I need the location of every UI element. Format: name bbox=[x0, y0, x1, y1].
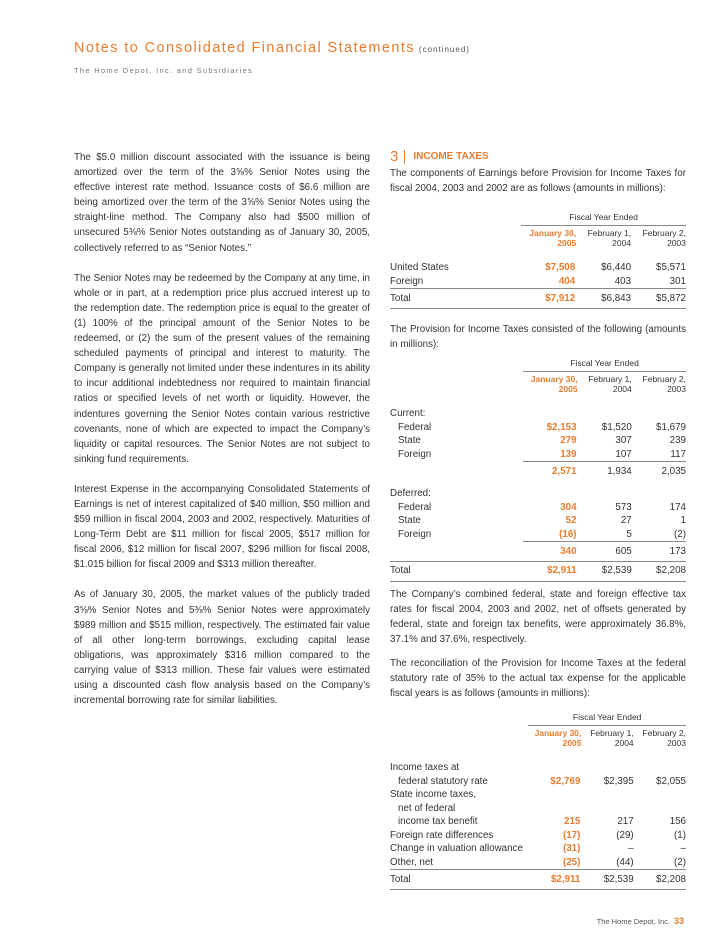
left-column bbox=[74, 150, 370, 723]
table-row: United States $7,508 $6,440 $5,571 bbox=[390, 262, 686, 273]
table-row: Foreign rate differences (17) (29) (1) bbox=[390, 829, 686, 841]
earnings-table bbox=[390, 211, 686, 323]
table-total-row: Total $2,911 $2,539 $2,208 bbox=[390, 870, 686, 890]
col-header-2004: February 1, 2004 bbox=[581, 725, 633, 748]
col-header-2004: February 1, 2004 bbox=[578, 371, 632, 394]
col-header-2003: February 2, 2003 bbox=[634, 725, 686, 748]
table-total-row: Total $2,911 $2,539 $2,208 bbox=[390, 561, 686, 581]
section-heading bbox=[390, 148, 489, 165]
subtotal-row: 340 605 173 bbox=[390, 542, 686, 562]
table-row: Federal $2,153 $1,520 $1,679 bbox=[398, 421, 686, 433]
page-footer bbox=[597, 916, 684, 926]
section-divider bbox=[404, 150, 405, 164]
table-row: Foreign 139 107 117 bbox=[398, 448, 686, 460]
table-row: income tax benefit 215 217 156 bbox=[398, 816, 686, 827]
col-header-2005: January 30, 2005 bbox=[523, 371, 577, 394]
paragraph: As of January 30, 2005, the market values of the publicly traded 3⅝% Senior Notes and 5⅜% Senior Notes were approximately $989 million and $515 million, respectively. The estimated fair value of all other long-term borrowings, excluding capital lease obligations, was approximately $316 million compared to the carrying value of $313 million. These fair values were estimated using a discounted cash flow analysis based on the Company’s incremental borrowing rate for similar liabilities. bbox=[74, 589, 370, 707]
deferred-label: Deferred: bbox=[390, 488, 431, 499]
table-row: Foreign 404 403 301 bbox=[390, 275, 686, 287]
header-title-text: Notes to Consolidated Financial Statements bbox=[74, 40, 415, 56]
fiscal-year-ended-label: Fiscal Year Ended bbox=[569, 212, 638, 222]
page-number: 33 bbox=[673, 916, 684, 926]
section-title: INCOME TAXES bbox=[413, 151, 489, 162]
subtotal-row: 2,571 1,934 2,035 bbox=[390, 462, 686, 481]
fiscal-year-ended-label: Fiscal Year Ended bbox=[570, 358, 639, 368]
table-row: State 52 27 1 bbox=[398, 515, 686, 526]
row-label: State income taxes, bbox=[390, 789, 477, 800]
table-row: federal statutory rate $2,769 $2,395 $2,055 bbox=[398, 775, 686, 787]
section-intro: The components of Earnings before Provision for Income Taxes for fiscal 2004, 2003 and 2002 are as follows (amounts in millions): bbox=[390, 168, 686, 195]
page-subtitle: The Home Depot, Inc. and Subsidiaries bbox=[74, 66, 254, 75]
table-total-row: Total $7,912 $6,843 $5,872 bbox=[390, 289, 686, 309]
reconciliation-table bbox=[390, 711, 686, 904]
col-header-2005: January 30, 2005 bbox=[521, 225, 576, 248]
footer-company: The Home Depot, Inc. bbox=[596, 917, 670, 926]
reconciliation-intro: The reconciliation of the Provision for Income Taxes at the federal statutory rate of 35% to the actual tax expense for the applicable fiscal years is as follows (amounts in millions): bbox=[390, 658, 686, 700]
col-header-2004: February 1, 2004 bbox=[576, 225, 631, 248]
table-row: State 279 307 239 bbox=[398, 435, 686, 446]
section-number: 3 bbox=[390, 148, 399, 165]
paragraph: The $5.0 million discount associated with the issuance is being amortized over the term of the 3⅝% Senior Notes using the effective interest rate method. Issuance costs of $6.6 million are being amortized over the term of the 3⅝% Senior Notes using the straight-line method. The Company also had $500 million of unsecured 5⅜% Senior Notes outstanding as of January 30, 2005, collectively referred to as “Senior Notes.” bbox=[74, 152, 370, 254]
paragraph: The Senior Notes may be redeemed by the Company at any time, in whole or in part, at a redemption price plus accrued interest up to the redemption date. The redemption price is equal to the greater of (1) 100% of the principal amount of the Senior Notes to be redeemed, or (2) the sum of the present values of the remaining scheduled payments of principal and interest to maturity. The Company is generally not limited under these indentures in its ability to incur additional indebtedness nor required to maintain financial ratios or specified levels of net worth or liquidity. However, the indentures governing the Senior Notes contain various restrictive covenants, none of which are expected to impact the Company’s liquidity or capital resources. The Senior Notes are not subject to sinking fund requirements. bbox=[74, 272, 370, 465]
table-row: Foreign (16) 5 (2) bbox=[398, 528, 686, 540]
row-label: Income taxes at bbox=[390, 762, 460, 773]
col-header-2003: February 2, 2003 bbox=[632, 371, 686, 394]
table-row: Federal 304 573 174 bbox=[398, 501, 686, 513]
col-header-2005: January 30, 2005 bbox=[528, 725, 581, 748]
table-row: Other, net (25) (44) (2) bbox=[390, 856, 686, 868]
header-continued: (continued) bbox=[418, 45, 470, 54]
table-row: Change in valuation allowance (31) – – bbox=[390, 843, 686, 854]
provision-intro: The Provision for Income Taxes consisted of the following (amounts in millions): bbox=[390, 324, 686, 351]
col-header-2003: February 2, 2003 bbox=[631, 225, 686, 248]
paragraph: Interest Expense in the accompanying Consolidated Statements of Earnings is net of interest capitalized of $40 million, $50 million and $59 million in fiscal 2004, 2003 and 2002, respectively. Maturities of Long-Term Debt are $11 million for fiscal 2005, $517 million for fiscal 2006, $12 million for fiscal 2007, $296 million for fiscal 2008, $1.015 billion for fiscal 2009 and $313 million thereafter. bbox=[74, 483, 370, 571]
page-header-title bbox=[74, 40, 470, 56]
row-label: net of federal bbox=[398, 802, 456, 814]
fiscal-year-ended-label: Fiscal Year Ended bbox=[572, 712, 642, 722]
provision-table bbox=[390, 357, 686, 595]
current-label: Current: bbox=[390, 408, 426, 419]
effective-rate-text: The Company’s combined federal, state and foreign effective tax rates for fiscal 2004, 2003 and 2002, net of offsets generated by federal, state and foreign tax benefits, were approximately 36.8%, 37.1% and 37.6%, respectively. bbox=[390, 589, 686, 646]
